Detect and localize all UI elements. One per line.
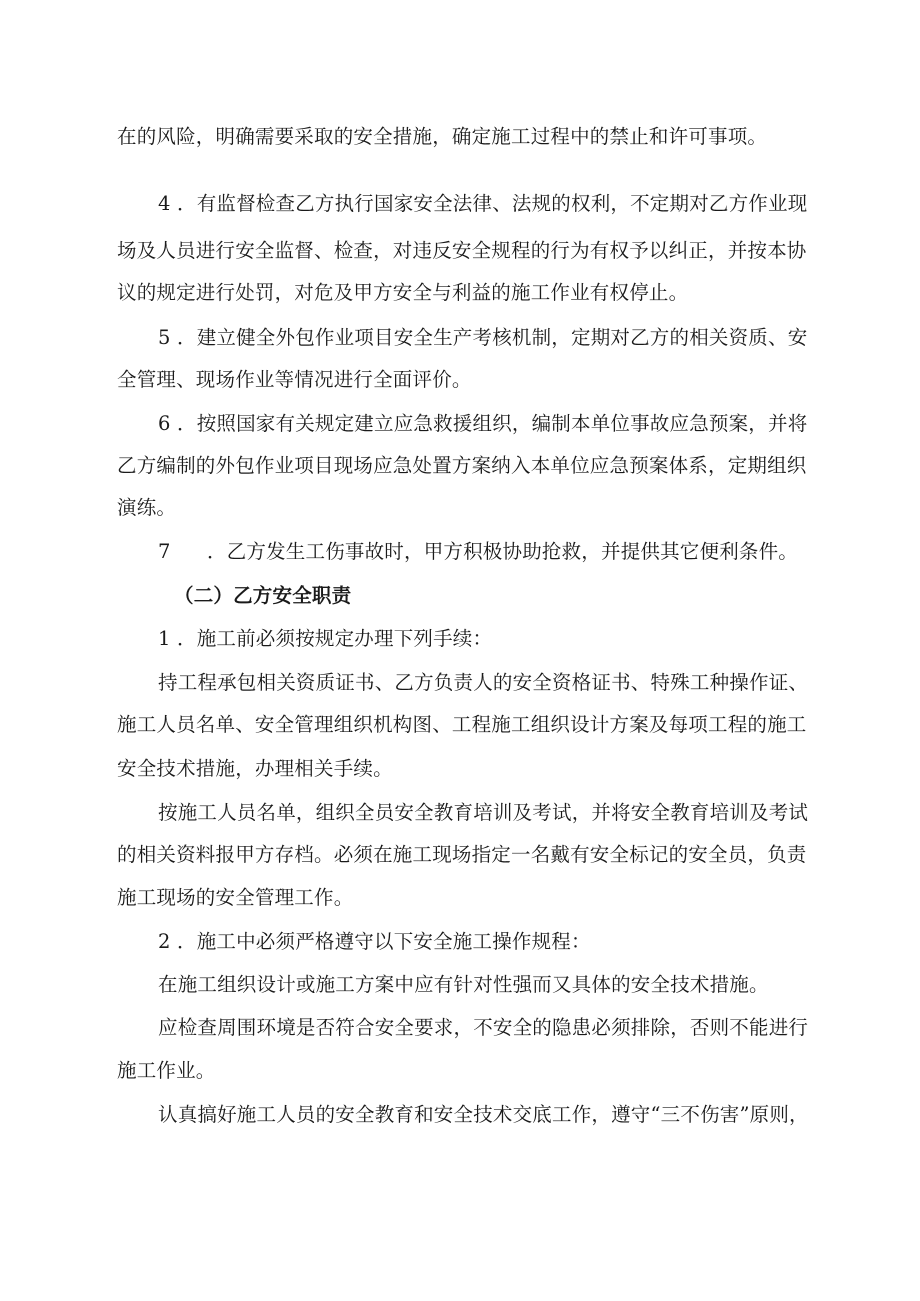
text-line: 在施工组织设计或施工方案中应有针对性强而又具体的安全技术措施。 xyxy=(158,973,769,996)
text-line: 的相关资料报甲方存档。必须在施工现场指定一名戴有安全标记的安全员，负责 xyxy=(117,843,807,866)
text-line: 认真搞好施工人员的安全教育和安全技术交底工作，遵守“三不伤害”原则， xyxy=(158,1103,809,1126)
text-line: 场及人员进行安全监督、检查，对违反安全规程的行为有权予以纠正，并按本协 xyxy=(117,239,807,262)
text-line: 施工人员名单、安全管理组织机构图、工程施工组织设计方案及每项工程的施工 xyxy=(117,713,807,736)
text-line: 5 ．建立健全外包作业项目安全生产考核机制，定期对乙方的相关资质、安 xyxy=(158,326,808,349)
text-line: 4 ．有监督检查乙方执行国家安全法律、法规的权利，不定期对乙方作业现 xyxy=(158,192,808,215)
text-line: 6 ．按照国家有关规定建立应急救援组织，编制本单位事故应急预案，并将 xyxy=(158,412,808,435)
text-line: 2 ．施工中必须严格遵守以下安全施工操作规程： xyxy=(158,930,591,953)
text-line: 议的规定进行处罚，对危及甲方安全与利益的施工作业有权停止。 xyxy=(117,281,689,304)
text-line: 1 ．施工前必须按规定办理下列手续： xyxy=(158,627,493,650)
text-line: 应检查周围环境是否符合安全要求，不安全的隐患必须排除，否则不能进行 xyxy=(158,1016,809,1039)
text-line: 按施工人员名单，组织全员安全教育培训及考试，并将安全教育培训及考试 xyxy=(158,801,809,824)
text-line: 施工作业。 xyxy=(117,1059,216,1082)
text-line: 持工程承包相关资质证书、乙方负责人的安全资格证书、特殊工种操作证、 xyxy=(158,671,809,694)
section-heading: （二）乙方安全职责 xyxy=(174,584,352,607)
text-line: 安全技术措施，办理相关手续。 xyxy=(117,757,393,780)
text-line: 在的风险，明确需要采取的安全措施，确定施工过程中的禁止和许可事项。 xyxy=(117,125,768,148)
text-line: 全管理、现场作业等情况进行全面评价。 xyxy=(117,368,472,391)
text-line: 演练。 xyxy=(117,496,177,519)
text-line: 施工现场的安全管理工作。 xyxy=(117,886,354,909)
text-line: 乙方编制的外包作业项目现场应急处置方案纳入本单位应急预案体系，定期组织 xyxy=(117,454,807,477)
text-line: ．乙方发生工伤事故时，甲方积极协助抢救，并提供其它便利条件。 xyxy=(207,540,799,563)
item-number: 7 xyxy=(158,540,171,563)
